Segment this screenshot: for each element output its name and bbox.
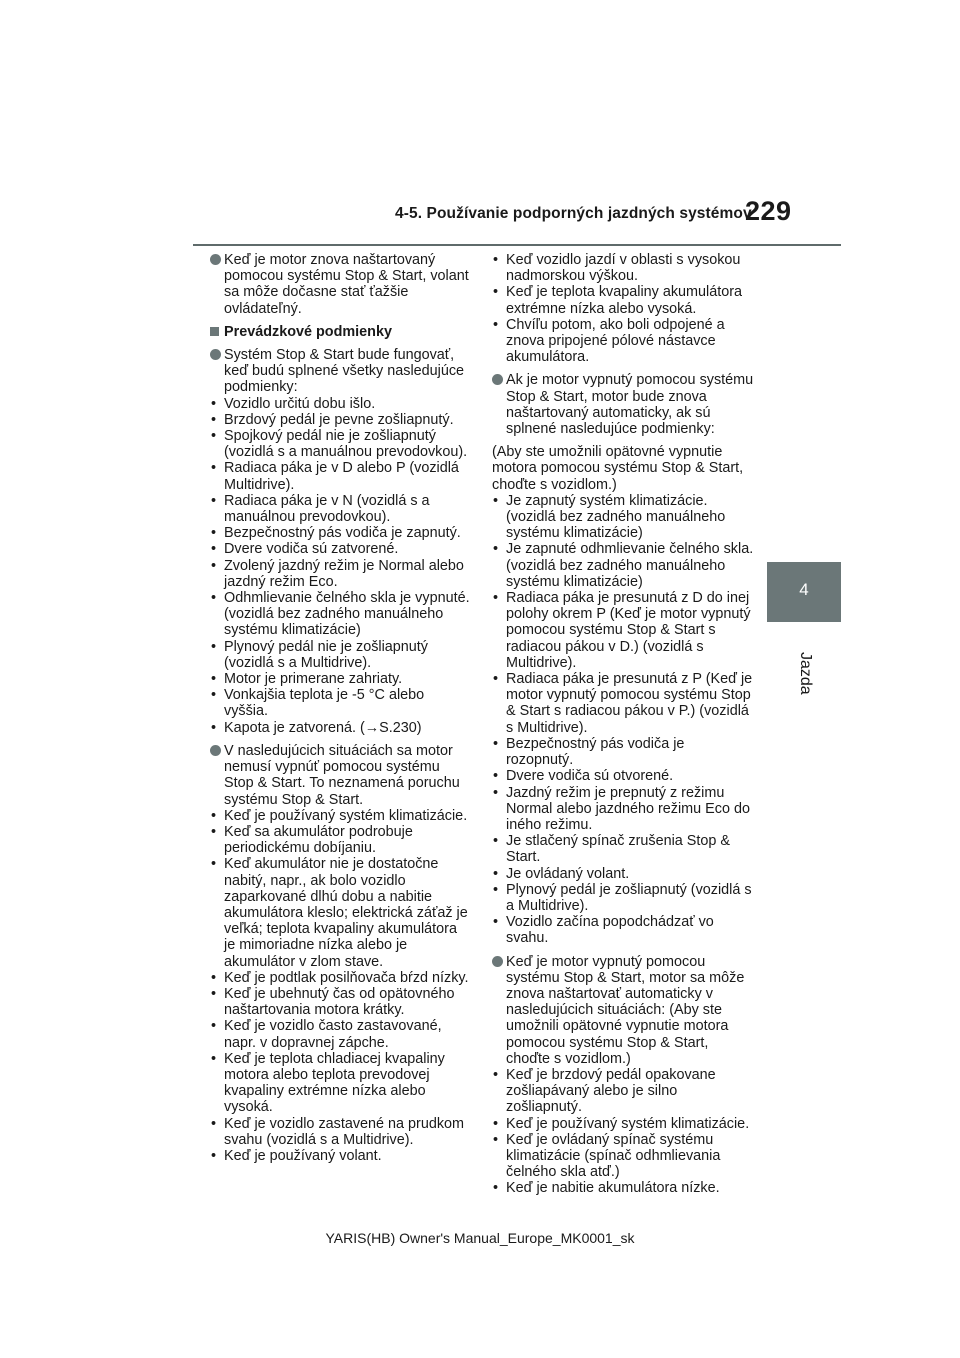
list-item: • Keď akumulátor nie je dostatočne nabitý, napr., ak bolo vozidlo zaparkované dlhú dobu a nabitie akumulátora kleslo; elektrická záťaž je veľká; teplota kvapaliny akumulátora je mimoriadne nízka alebo je akumulátor v zlom stave. — [210, 856, 472, 969]
round-bullet-icon — [210, 254, 221, 265]
list-item: • Radiaca páka je presunutá z D do inej polohy okrem P (Keď je motor vypnutý pomocou systému Stop & Start s radiacou pákou v D.) (vozidlá s Multidrive). — [492, 590, 754, 671]
list-item: • Zvolený jazdný režim je Normal alebo jazdný režim Eco. — [210, 558, 472, 590]
list-item: • Radiaca páka je v N (vozidlá s a manuálnou prevodovkou). — [210, 493, 472, 525]
list-item: • Je zapnutý systém klimatizácie. (vozidlá bez zadného manuálneho systému klimatizácie) — [492, 493, 754, 542]
list-item: • Vozidlo začína popodchádzať vo svahu. — [492, 914, 754, 946]
list-item: • Je ovládaný volant. — [492, 866, 754, 882]
list-item: • Keď je brzdový pedál opakovane zošliapávaný alebo je silno zošliapnutý. — [492, 1067, 754, 1116]
list-item: • Odhmlievanie čelného skla je vypnuté. (vozidlá bez zadného manuálneho systému klimatizácie) — [210, 590, 472, 639]
note-paragraph — [492, 954, 754, 1067]
note-paragraph — [210, 743, 472, 808]
conditions-list — [210, 396, 472, 736]
list-item: • Keď je vozidlo zastavené na prudkom svahu (vozidlá s a Multidrive). — [210, 1116, 472, 1148]
list-item: • Keď je teplota kvapaliny akumulátora extrémne nízka alebo vysoká. — [492, 284, 754, 316]
list-item: • Je stlačený spínač zrušenia Stop & Start. — [492, 833, 754, 865]
list-item: • Bezpečnostný pás vodiča je zapnutý. — [210, 525, 472, 541]
list-item: • Radiaca páka je v D alebo P (vozidlá Multidrive). — [210, 460, 472, 492]
list-item: • Chvíľu potom, ako boli odpojené a znova pripojené pólové nástavce akumulátora. — [492, 317, 754, 366]
list-item: • Motor je primerane zahriaty. — [210, 671, 472, 687]
heading-text: Prevádzkové podmienky — [224, 323, 392, 340]
situations-list — [210, 808, 472, 1164]
list-item: • Dvere vodiča sú otvorené. — [492, 768, 754, 784]
list-item: • Radiaca páka je presunutá z P (Keď je motor vypnutý pomocou systému Stop & Start s radiacou pákou v P.) (vozidlá s Multidrive). — [492, 671, 754, 736]
list-item: • Dvere vodiča sú zatvorené. — [210, 541, 472, 557]
paragraph-text: (Aby ste umožnili opätovné vypnutie motora pomocou systému Stop & Start, choďte s vozidlom.) — [492, 444, 744, 493]
restart-conditions-list — [492, 493, 754, 947]
note-paragraph — [492, 372, 754, 437]
paragraph-text: Keď je motor znova naštartovaný pomocou systému Stop & Start, volant sa môže dočasne stať ťažšie ovládateľný. — [224, 252, 469, 317]
list-item: • Kapota je zatvorená. (→S.230) — [210, 720, 472, 736]
list-item: • Keď je vozidlo často zastavované, napr. v dopravnej zápche. — [210, 1018, 472, 1050]
page-number: 229 — [745, 196, 792, 226]
list-item: • Keď je používaný volant. — [210, 1148, 472, 1164]
chapter-tab — [767, 562, 841, 622]
list-item: • Vonkajšia teplota je -5 °C alebo vyššia. — [210, 687, 472, 719]
list-item: • Plynový pedál nie je zošliapnutý (vozidlá s a Multidrive). — [210, 639, 472, 671]
list-item: • Keď vozidlo jazdí v oblasti s vysokou nadmorskou výškou. — [492, 252, 754, 284]
round-bullet-icon — [210, 745, 221, 756]
paragraph-text: V nasledujúcich situáciách sa motor nemusí vypnúť pomocou systému Stop & Start. To neznamená poruchu systému Stop & Start. — [224, 742, 460, 808]
section-heading — [210, 324, 472, 340]
round-bullet-icon — [492, 374, 503, 385]
header-divider — [193, 244, 841, 246]
paragraph-text: Keď je motor vypnutý pomocou systému Stop & Start, motor sa môže znova naštartovať automaticky v nasledujúcich situáciách: (Aby ste umožnili opätovné vypnutie motora pomocou systému Stop & Start, choďte s vozidlom.) — [506, 953, 745, 1067]
list-item: • Keď je používaný systém klimatizácie. — [492, 1116, 754, 1132]
list-item: • Keď je podtlak posilňovača bŕzd nízky. — [210, 970, 472, 986]
paragraph-text: Ak je motor vypnutý pomocou systému Stop & Start, motor bude znova naštartovaný automaticky, ak sú splnené nasledujúce podmienky: — [506, 372, 754, 438]
square-bullet-icon — [210, 327, 219, 336]
left-column — [210, 252, 472, 1171]
situations-list-continued — [492, 252, 754, 365]
list-item: • Je zapnuté odhmlievanie čelného skla. (vozidlá bez zadného manuálneho systému klimatizácie) — [492, 541, 754, 590]
round-bullet-icon — [210, 349, 221, 360]
list-item: • Vozidlo určitú dobu išlo. — [210, 396, 472, 412]
footer-text: YARIS(HB) Owner's Manual_Europe_MK0001_sk — [325, 1230, 635, 1246]
auto-restart-list — [492, 1067, 754, 1197]
list-item: • Keď je nabitie akumulátora nízke. — [492, 1180, 754, 1196]
list-item: • Keď je teplota chladiacej kvapaliny motora alebo teplota prevodovej kvapaliny extrémne nízka alebo vysoká. — [210, 1051, 472, 1116]
chapter-number: 4 — [799, 580, 809, 599]
list-item: • Brzdový pedál je pevne zošliapnutý. — [210, 412, 472, 428]
note-paragraph — [210, 252, 472, 317]
list-item: • Plynový pedál je zošliapnutý (vozidlá s a Multidrive). — [492, 882, 754, 914]
note-paragraph — [210, 347, 472, 396]
right-column — [492, 252, 754, 1204]
round-bullet-icon — [492, 956, 503, 967]
list-item: • Keď je používaný systém klimatizácie. — [210, 808, 472, 824]
list-item: • Spojkový pedál nie je zošliapnutý (vozidlá s a manuálnou prevodovkou). — [210, 428, 472, 460]
list-item: • Jazdný režim je prepnutý z režimu Normal alebo jazdného režimu Eco do iného režimu. — [492, 785, 754, 834]
list-item: • Keď je ubehnutý čas od opätovného naštartovania motora krátky. — [210, 986, 472, 1018]
list-item: • Bezpečnostný pás vodiča je rozopnutý. — [492, 736, 754, 768]
list-item: • Keď sa akumulátor podrobuje periodickému dobíjaniu. — [210, 824, 472, 856]
list-item: • Keď je ovládaný spínač systému klimatizácie (spínač odhmlievania čelného skla atď.) — [492, 1132, 754, 1181]
chapter-label: Jazda — [797, 652, 814, 695]
section-title: 4-5. Používanie podporných jazdných systémov — [395, 205, 752, 222]
paragraph-text: Systém Stop & Start bude fungovať, keď budú splnené všetky nasledujúce podmienky: — [224, 347, 465, 396]
